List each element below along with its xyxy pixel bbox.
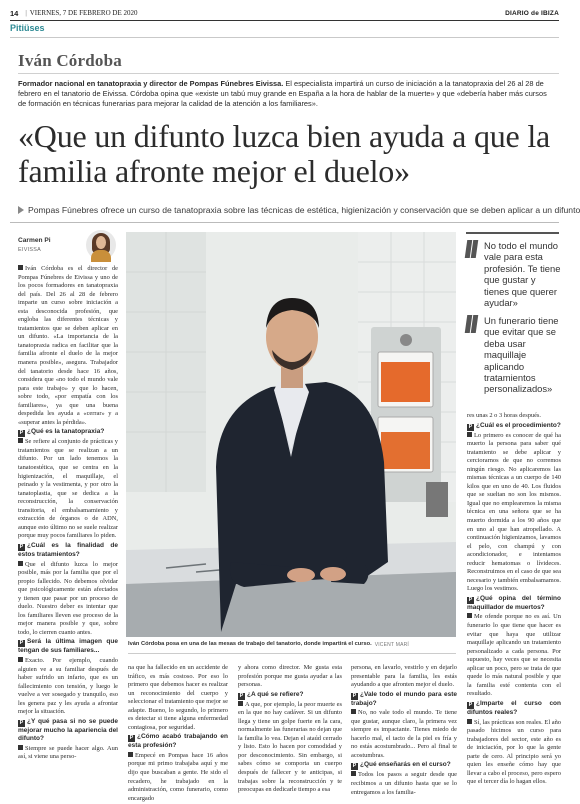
- quote-mark-icon: [466, 240, 478, 260]
- interview-question: [18, 542, 118, 560]
- paragraph-text: Empecé en Pompas hace 16 años porque mi primo trabajaba aquí y me dijo que buscaban a gente. He sido el recadero, he trabajado en la administración, como funerario, como encargado: [128, 751, 228, 802]
- interview-question: [467, 700, 561, 718]
- question-marker-icon: P: [468, 423, 473, 430]
- headline: «Que un difunto luzca bien ayuda a que la familia afronte mejor el duelo»: [18, 118, 551, 189]
- paragraph: [467, 412, 561, 421]
- paragraph-text: y ahora como director. Me gusta esta profesión porque me gusta ayudar a las personas.: [238, 664, 342, 689]
- profile-summary: [18, 79, 556, 109]
- question-text: ¿Qué opina del término maquillador de muertos?: [467, 594, 561, 611]
- question-text: Será la última imagen que tengan de sus familiares...: [18, 638, 118, 655]
- question-text: ¿Cómo acabó trabajando en esta profesión?: [128, 733, 228, 750]
- article-column-1: [18, 265, 118, 763]
- summary-bold: Formador nacional en tanatopraxia y director de Pompas Fúnebres Eivissa.: [18, 79, 284, 88]
- answer-marker-icon: [467, 719, 472, 724]
- question-text: ¿A qué se refiere?: [247, 690, 304, 698]
- paragraph: [467, 613, 561, 698]
- quote-mark-icon: [466, 315, 478, 335]
- article-column-3: [238, 664, 342, 796]
- publication-name: DIARIO de IBIZA: [505, 9, 559, 17]
- paragraph-text: No, no vale todo el mundo. Te tiene que gustar, aunque claro, la primera vez siempre es impactante. Tienes miedo de hacerlo mal, el tacto de la piel es fría y no estás acostumbrado... Pero al final te acostumbras.: [351, 709, 457, 759]
- author-name: Carmen Pi: [18, 237, 51, 244]
- article-column-2: [128, 664, 228, 804]
- interview-question: [18, 638, 118, 656]
- byline: [18, 230, 118, 264]
- question-text: ¿Qué enseñarás en el curso?: [360, 761, 451, 769]
- paragraph: [238, 664, 342, 690]
- question-text: ¿Cuál es el procedimiento?: [476, 421, 561, 429]
- question-marker-icon: P: [19, 543, 24, 550]
- section-label: Pitiüses: [10, 23, 45, 33]
- lede: [18, 205, 580, 215]
- answer-marker-icon: [18, 561, 23, 566]
- question-marker-icon: P: [468, 596, 473, 603]
- paragraph: [18, 657, 118, 717]
- author-avatar: [86, 230, 116, 260]
- paragraph: [351, 709, 457, 760]
- interview-question: [238, 691, 342, 700]
- answer-marker-icon: [18, 745, 23, 750]
- caption-text: Iván Córdoba posa en una de las mesas de trabajo del tanatorio, donde impartirá el curso.: [128, 641, 372, 647]
- photo-illustration: [126, 232, 456, 637]
- pullquote-2: [466, 315, 562, 395]
- paragraph: [467, 719, 561, 787]
- question-marker-icon: P: [19, 430, 24, 437]
- question-marker-icon: P: [352, 692, 357, 699]
- interview-question: [467, 595, 561, 613]
- question-text: ¿Cuál es la finalidad de estos tratamientos?: [18, 541, 118, 558]
- paragraph: [18, 745, 118, 762]
- paragraph: [18, 265, 118, 427]
- masthead-rule: [10, 20, 559, 21]
- author-city: EIVISSA: [18, 247, 42, 253]
- question-marker-icon: P: [352, 763, 357, 770]
- interview-question: [351, 691, 457, 709]
- pullquote-text: No todo el mundo vale para esta profesión. Te tiene que gustar y tienes que querer ayudar»: [484, 240, 561, 309]
- article-column-5: [467, 412, 561, 788]
- interview-question: [18, 428, 118, 437]
- paragraph-text: res unas 2 o 3 horas después.: [467, 412, 542, 419]
- profile-name: Iván Córdoba: [18, 51, 122, 70]
- question-marker-icon: P: [19, 719, 24, 726]
- paragraph: [351, 771, 457, 797]
- question-text: ¿Y qué pasa si no se puede mejorar mucho la apariencia del difunto?: [18, 717, 118, 743]
- paragraph-text: Iván Córdoba es el director de Pompas Fúnebres de Eivissa y uno de los pocos formadores en tanatopraxia del país. Del 26 al 28 de febrero imparte un curso sobre iniciación a esta desconocida profesión, que engloba las diferentes técnicas y tratamientos que se deben aplicar en un difunto. «La importancia de la tanatopraxia radica en facilitar que la familia afronte el duelo de la mejor manera posible», asegura. Trabajador del tanatorio desde hace 16 años, considera que «no todo el mundo vale para este trabajo» y que lo hacen, sobre todo, «por empatía con los familiares», ya que una buena despedida les ayuda a «cerrar» y a «superar antes la pérdida».: [18, 265, 118, 426]
- question-marker-icon: P: [19, 640, 24, 647]
- paragraph-text: Lo primero es conocer de qué ha muerto la persona para saber qué tratamiento se debe aplicar y cerciorarnos de que no corremos ningún riesgo. No aplicaremos las mismas técnicas a un cuerpo de 140 kilos que en uno de 40. Los fluidos que se sueltan no son los mismos. Igual que no emplearemos la misma técnica en una señora que se ha muerto dormida a los 90 años que en uno al que han atropellado. A continuación higienizamos, lavamos el pelo, con champú y con acondicionador, e intentamos reducir hematomas o lívideces. Reconstruimos en el caso de que sea necesario y también embalsamamos. Luego los vestimos.: [467, 431, 561, 593]
- paragraph-text: Sí, las prácticas son reales. El año pasado hicimos un curso para trabajadores del sector, este año es de iniciación, por lo que la gente parte de cero. Al principio será yo quien les enseñe cómo hay que llevar a cabo el proceso, pero espero que el tercer día lo hagan ellos.: [467, 718, 561, 786]
- caption-rule: [128, 653, 456, 654]
- interview-question: [351, 761, 457, 770]
- profile-rule: [18, 73, 559, 74]
- pullquote-1: [466, 240, 562, 308]
- paragraph-text: na que ha fallecido en un accidente de tráfico, es más costoso. Por eso lo primero que debemos hacer es realizar un reconocimiento del cuerpo y seleccionar el tratamiento que mejor se adapte. Bueno, lo segundo, lo primero es detectar si tiene alguna enfermedad contagiosa, por seguridad.: [128, 664, 228, 731]
- paragraph: [128, 752, 228, 803]
- paragraph-text: Me ofende porque no es así. Un funerario lo que tiene que hacer es evitar que haya que utilizar maquillaje aplicando un tratamiento personalizado a cada persona. Por supuesto, hay veces que se necesita aplicar un poco, pero se trata de que quede lo más natural posible y que la familia esté contenta con el resultado.: [467, 613, 561, 698]
- answer-marker-icon: [467, 432, 472, 437]
- paragraph-text: Que el difunto luzca lo mejor posible, más por la familia que por el propio fallecido. No debemos olvidar que psicológicamente están afectados y tienen que pasar por un proceso de duelo. Nuestro deber es intentar que los familiares lleven ese proceso de la mejor manera posible y que, sobre todo, lo cierren cuanto antes.: [18, 560, 118, 636]
- paragraph-text: Siempre se puede hacer algo. Aun así, si viene una perso-: [18, 744, 118, 761]
- answer-marker-icon: [18, 657, 23, 662]
- section-rule: [10, 37, 559, 38]
- issue-date: VIERNES, 7 DE FEBRERO DE 2020: [29, 9, 138, 17]
- sidebar-rule: [466, 232, 559, 234]
- interview-question: [467, 422, 561, 431]
- photo-credit: VICENT MARÍ: [374, 641, 410, 648]
- photo-caption: [128, 641, 456, 651]
- interview-question: [18, 718, 118, 744]
- answer-marker-icon: [351, 709, 356, 714]
- paragraph-text: persona, en lavarlo, vestirlo y en dejarlo presentable para la familia, les estás ayudando a que afronten mejor el duelo.: [351, 664, 457, 689]
- paragraph: [351, 664, 457, 690]
- lede-text: Pompas Fúnebres ofrece un curso de tanatopraxia sobre las técnicas de estética, higienización y conservación que se deben aplicar a un difunto: [28, 205, 580, 215]
- question-marker-icon: P: [129, 735, 134, 742]
- question-marker-icon: P: [468, 701, 473, 708]
- answer-marker-icon: [18, 265, 23, 270]
- pullquote-text: Un funerario tiene que evitar que se deba usar maquillaje aplicando tratamientos personalizados»: [484, 315, 559, 395]
- masthead: [10, 7, 559, 19]
- paragraph: [18, 561, 118, 638]
- lede-rule: [10, 222, 559, 223]
- answer-marker-icon: [467, 613, 472, 618]
- paragraph: [18, 438, 118, 541]
- paragraph-text: Exacto. Por ejemplo, cuando alguien ve a su familiar después de haber sufrido un infarto, que es un fallecimiento con tensión, y luego le vuelve a ver sosegado y tranquilo, eso les genera paz y les ayuda a afrontar mejor la situación.: [18, 656, 118, 716]
- lede-arrow-icon: [18, 206, 24, 214]
- paragraph: [128, 664, 228, 732]
- answer-marker-icon: [351, 771, 356, 776]
- paragraph: [238, 701, 342, 795]
- paragraph-text: Todos los pasos a seguir desde que recibimos a un difunto hasta que se lo entregamos a los familia-: [351, 771, 457, 796]
- paragraph-text: A que, por ejemplo, la peor muerte es en la que no hay cadáver. Si un difunto llega y tiene un golpe fuerte en la cara, normalmente las funerarias no dejan que la familia lo vea. Dejan el ataúd cerrado y listo. Esto lo hacen por comodidad y por desconocimiento. Sin embargo, si sabes cómo se comporta un cuerpo después de fallecer y te anticipas, si trabajas sobre la reconstrucción y te preocupas en dedicarle tiempo a esa: [238, 700, 342, 794]
- answer-marker-icon: [128, 752, 133, 757]
- masthead-separator: |: [25, 9, 27, 17]
- main-photo: [126, 232, 456, 637]
- page-number: 14: [10, 8, 19, 18]
- question-marker-icon: P: [239, 692, 244, 699]
- question-text: ¿Qué es la tanatopraxia?: [27, 428, 105, 436]
- answer-marker-icon: [18, 438, 23, 443]
- article-column-4: [351, 664, 457, 798]
- question-text: ¿Imparte el curso con difuntos reales?: [467, 699, 561, 716]
- question-text: ¿Vale todo el mundo para este trabajo?: [351, 690, 457, 707]
- answer-marker-icon: [238, 701, 243, 706]
- interview-question: [128, 733, 228, 751]
- paragraph: [467, 432, 561, 594]
- summary-text: El especialista impartirá un curso de iniciación a la tanatopraxia del 26 al 28 de febrero en el tanatorio de Eivissa. Córdoba opina que «existe un tabú muy grande en España a la hora de hablar de la muerte» y que «debería haber más cursos de formación en técnicas funerarias para mejorar la calidad de la atención a los familiares».: [18, 79, 547, 108]
- paragraph-text: Se refiere al conjunto de prácticas y tratamientos que se realizan a un difunto. Por un lado tenemos la tanatoestética, que se centra en la higienización, el maquillaje, el peinado y la vestimenta, y por otro la tanatoplastia, que se dedica a la reconstrucción, la conservación transitoria, el embalsamamiento y extracción de órganos o de ADN, aunque esto último no se suele realizar porque muy pocos familiares lo piden.: [18, 438, 118, 540]
